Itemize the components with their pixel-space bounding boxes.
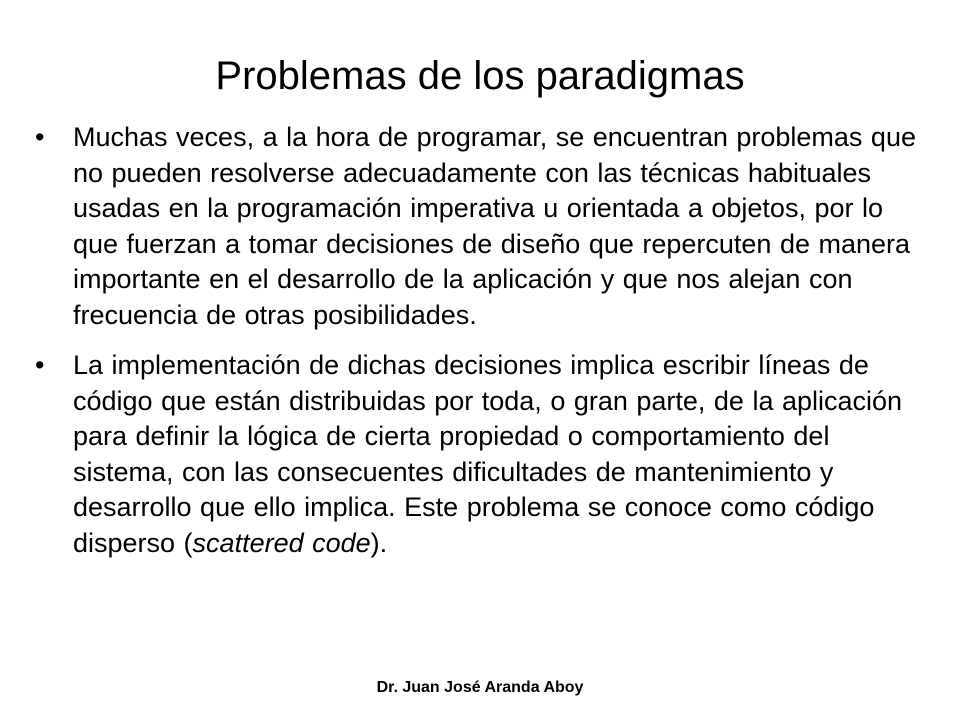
bullet-list [33, 120, 933, 576]
bullet-icon: • [35, 350, 45, 380]
slide-title: Problemas de los paradigmas [215, 54, 745, 98]
bullet-text [73, 350, 902, 558]
bullet-text-before: La implementación de dichas decisiones implica escribir líneas de código que están distribuidas por toda, o gran parte, de la aplicación para definir la lógica de cierta propiedad o comportamiento del sistema, con las consecuentes dificultades de mantenimiento y desarrollo que ello implica. Este problema se conoce como código disperso ( [73, 350, 903, 558]
bullet-item-2 [33, 348, 933, 561]
bullet-text-after: ). [370, 527, 388, 558]
bullet-text: Muchas veces, a la hora de programar, se encuentran problemas que no pueden resolverse adecuadamente con las técnicas habituales usadas en la programación imperativa u orientada a objetos, por lo que fuerzan a tomar decisiones de diseño que repercuten de manera importante en el desarrollo de la aplicación y que nos alejan con frecuencia de otras posibilidades. [73, 122, 916, 330]
slide-footer: Dr. Juan José Aranda Aboy [376, 679, 584, 696]
bullet-item-1 [33, 120, 933, 333]
bullet-icon: • [35, 122, 45, 152]
bullet-text-italic: scattered code [192, 527, 371, 558]
